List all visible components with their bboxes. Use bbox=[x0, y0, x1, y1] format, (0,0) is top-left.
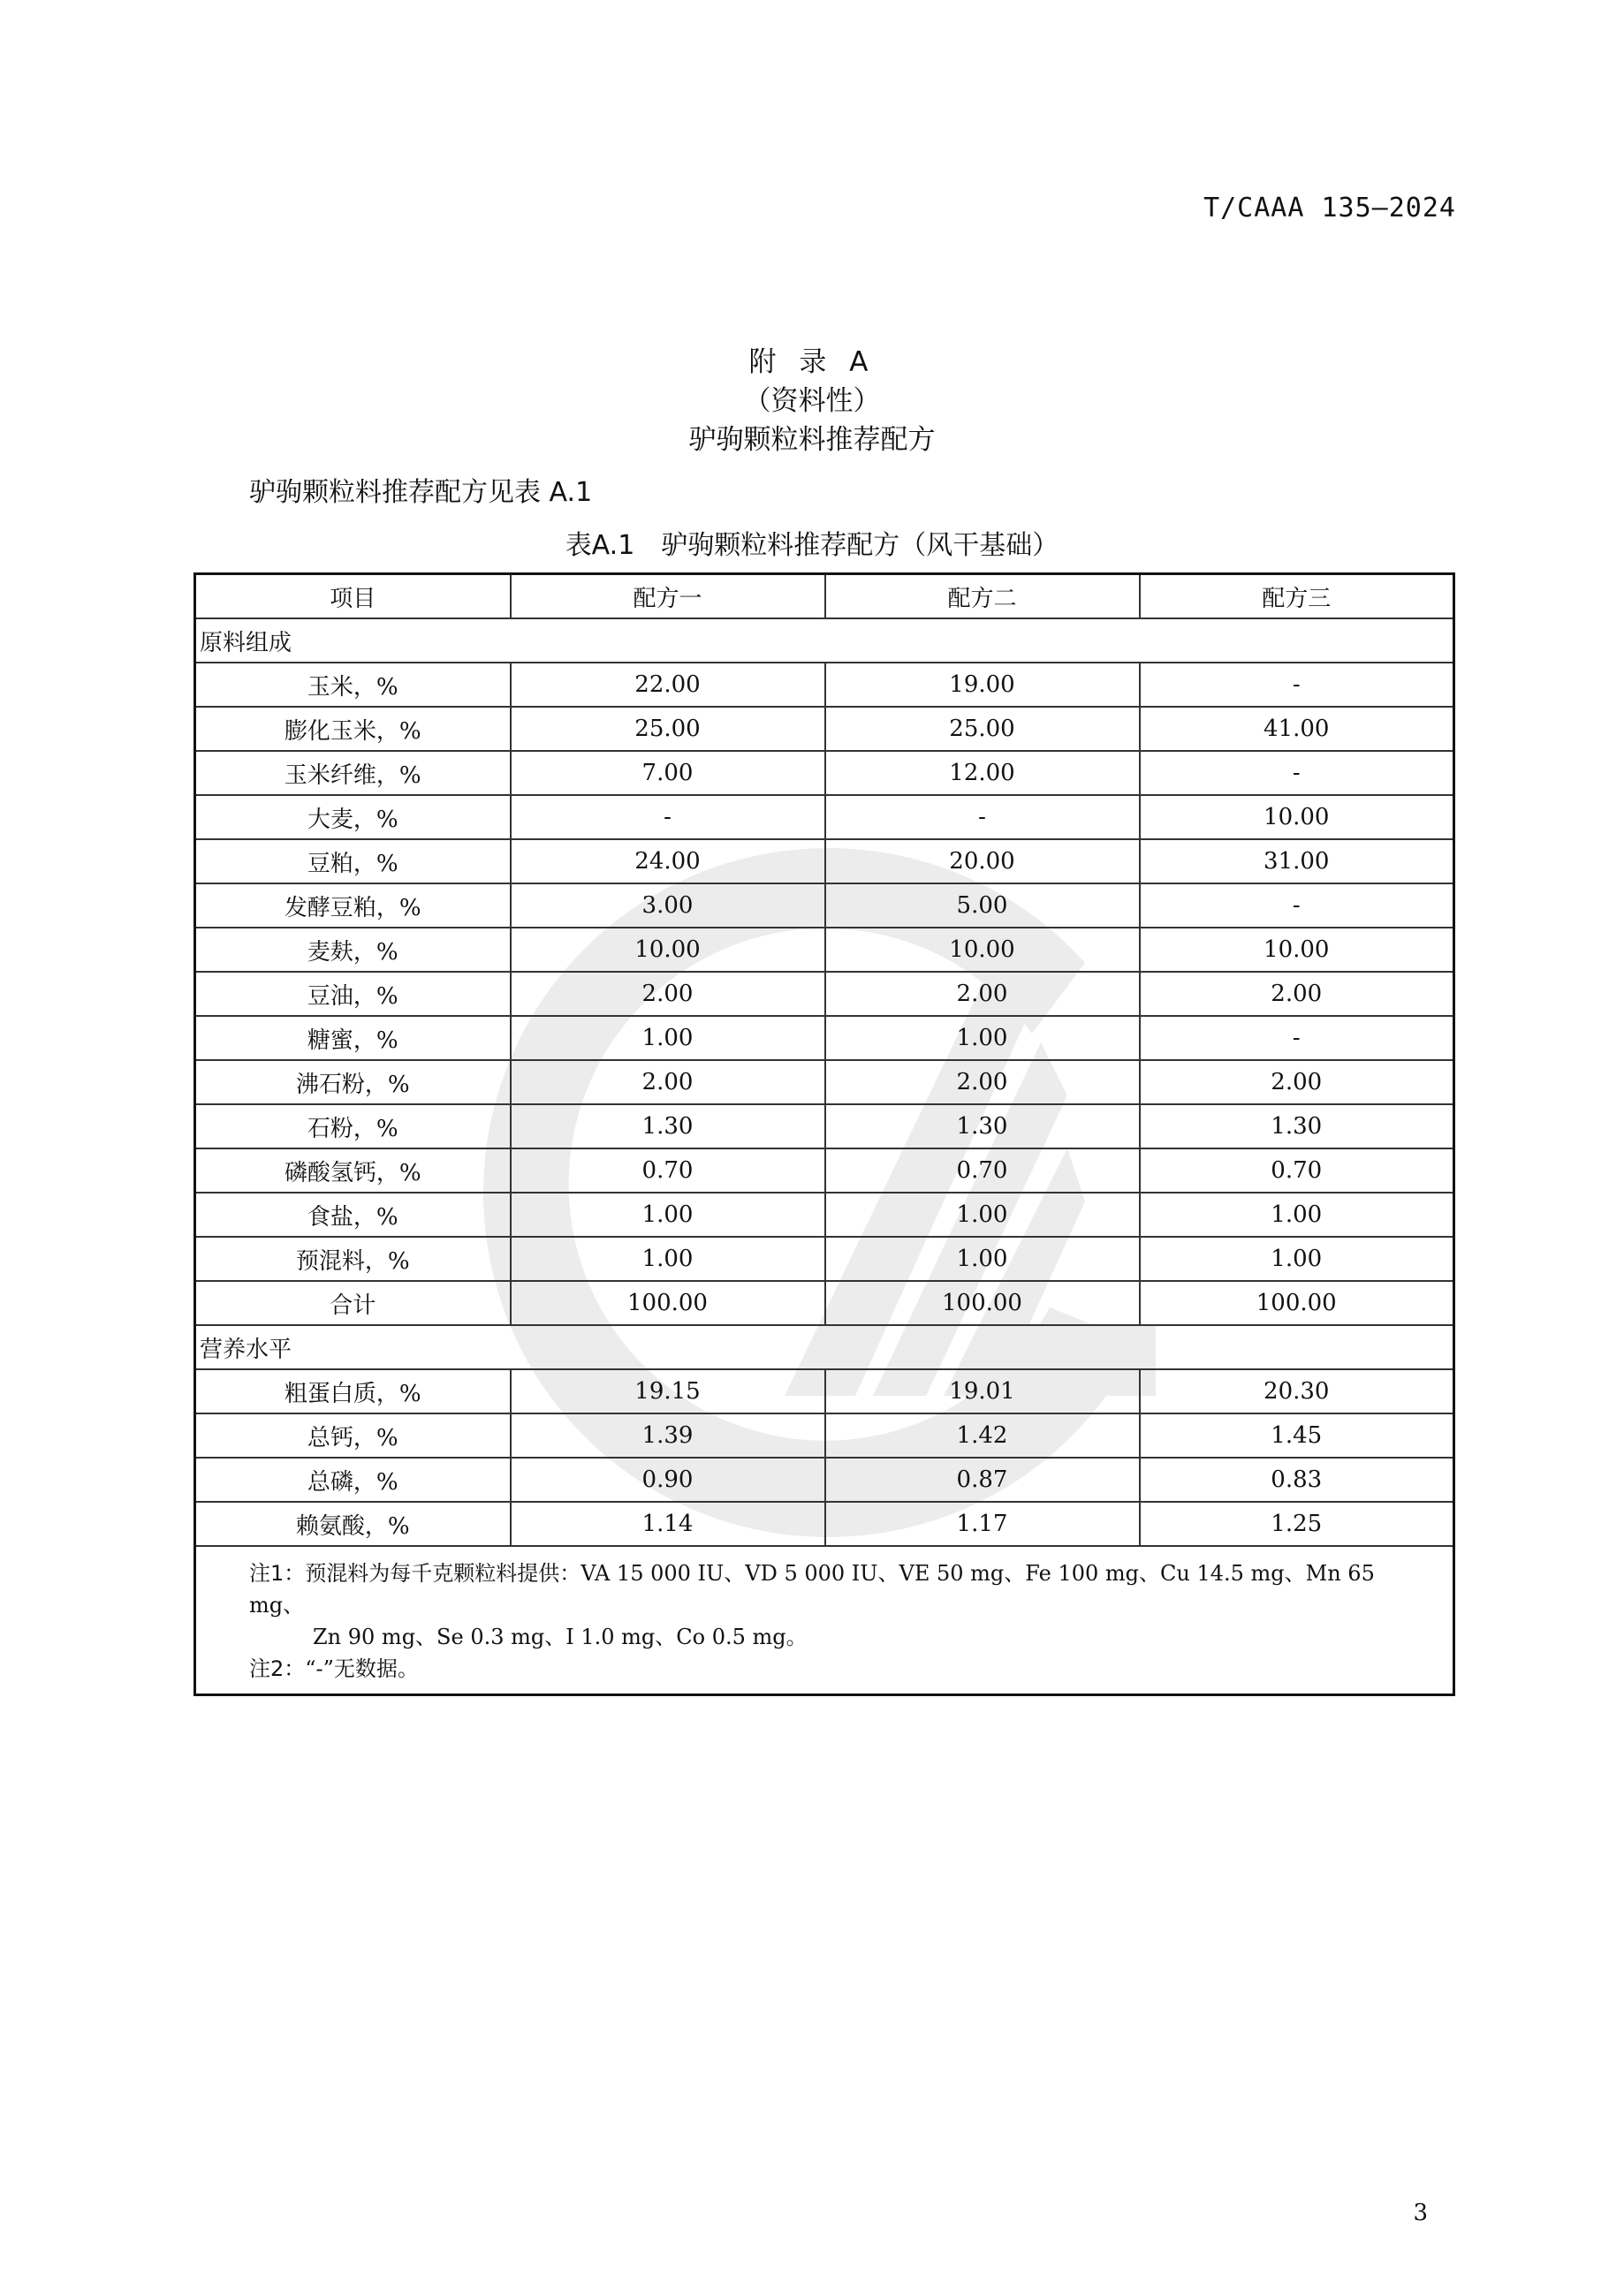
cell-formula-1: 3.00 bbox=[511, 883, 825, 928]
note-1-line-2: Zn 90 mg、Se 0.3 mg、I 1.0 mg、Co 0.5 mg。 bbox=[313, 1625, 808, 1649]
row-label: 总磷，% bbox=[195, 1458, 511, 1502]
cell-formula-3: 100.00 bbox=[1140, 1281, 1454, 1325]
table-row bbox=[195, 751, 1454, 795]
row-label: 磷酸氢钙，% bbox=[195, 1148, 511, 1193]
cell-formula-2: 12.00 bbox=[825, 751, 1140, 795]
row-label: 玉米，% bbox=[195, 663, 511, 707]
cell-formula-1: 1.00 bbox=[511, 1016, 825, 1060]
section-row-nutrition bbox=[195, 1325, 1454, 1369]
header-formula-1: 配方一 bbox=[511, 574, 825, 619]
intro-text: 驴驹颗粒料推荐配方见表 A.1 bbox=[249, 477, 593, 508]
row-label: 沸石粉，% bbox=[195, 1060, 511, 1104]
table-row bbox=[195, 1237, 1454, 1281]
table-row bbox=[195, 1104, 1454, 1148]
cell-formula-2: 1.00 bbox=[825, 1237, 1140, 1281]
note-2 bbox=[249, 1653, 1435, 1685]
row-label: 玉米纤维，% bbox=[195, 751, 511, 795]
cell-formula-2: 20.00 bbox=[825, 839, 1140, 883]
note-2-label: 注2： bbox=[249, 1656, 306, 1681]
appendix-subject: 驴驹颗粒料推荐配方 bbox=[688, 424, 936, 456]
cell-formula-2: 2.00 bbox=[825, 1060, 1140, 1104]
row-label: 麦麸，% bbox=[195, 928, 511, 972]
table-row bbox=[195, 663, 1454, 707]
standard-code: T/CAAA 135—2024 bbox=[1203, 193, 1456, 224]
row-label: 石粉，% bbox=[195, 1104, 511, 1148]
table-row bbox=[195, 1148, 1454, 1193]
table-row bbox=[195, 883, 1454, 928]
cell-formula-1: 19.15 bbox=[511, 1369, 825, 1413]
table-row bbox=[195, 1502, 1454, 1546]
cell-formula-2: 5.00 bbox=[825, 883, 1140, 928]
table-row bbox=[195, 928, 1454, 972]
cell-formula-3: 1.25 bbox=[1140, 1502, 1454, 1546]
row-label: 膨化玉米，% bbox=[195, 707, 511, 751]
cell-formula-1: 10.00 bbox=[511, 928, 825, 972]
cell-formula-3: - bbox=[1140, 663, 1454, 707]
table-notes bbox=[195, 1546, 1454, 1695]
cell-formula-2: 19.00 bbox=[825, 663, 1140, 707]
cell-formula-1: 1.00 bbox=[511, 1237, 825, 1281]
row-label: 豆油，% bbox=[195, 972, 511, 1016]
row-label: 大麦，% bbox=[195, 795, 511, 839]
table-row bbox=[195, 795, 1454, 839]
header-formula-2: 配方二 bbox=[825, 574, 1140, 619]
cell-formula-3: 1.00 bbox=[1140, 1237, 1454, 1281]
cell-formula-2: 100.00 bbox=[825, 1281, 1140, 1325]
cell-formula-3: 10.00 bbox=[1140, 795, 1454, 839]
row-label: 赖氨酸，% bbox=[195, 1502, 511, 1546]
note-1 bbox=[249, 1557, 1435, 1653]
header-item: 项目 bbox=[195, 574, 511, 619]
cell-formula-1: 22.00 bbox=[511, 663, 825, 707]
cell-formula-1: 2.00 bbox=[511, 1060, 825, 1104]
cell-formula-1: 100.00 bbox=[511, 1281, 825, 1325]
table-row bbox=[195, 1060, 1454, 1104]
cell-formula-1: 0.70 bbox=[511, 1148, 825, 1193]
cell-formula-1: 25.00 bbox=[511, 707, 825, 751]
cell-formula-2: 2.00 bbox=[825, 972, 1140, 1016]
note-1-label: 注1： bbox=[249, 1561, 306, 1586]
table-row bbox=[195, 1458, 1454, 1502]
cell-formula-2: 0.70 bbox=[825, 1148, 1140, 1193]
cell-formula-3: 41.00 bbox=[1140, 707, 1454, 751]
cell-formula-2: 19.01 bbox=[825, 1369, 1140, 1413]
cell-formula-1: 2.00 bbox=[511, 972, 825, 1016]
cell-formula-1: 7.00 bbox=[511, 751, 825, 795]
cell-formula-2: 25.00 bbox=[825, 707, 1140, 751]
table-row bbox=[195, 839, 1454, 883]
cell-formula-3: 20.30 bbox=[1140, 1369, 1454, 1413]
cell-formula-1: 1.14 bbox=[511, 1502, 825, 1546]
formula-table bbox=[194, 572, 1455, 1696]
header-formula-3: 配方三 bbox=[1140, 574, 1454, 619]
note-2-text: “-”无数据。 bbox=[305, 1656, 419, 1681]
cell-formula-1: - bbox=[511, 795, 825, 839]
cell-formula-3: 2.00 bbox=[1140, 972, 1454, 1016]
cell-formula-2: 1.17 bbox=[825, 1502, 1140, 1546]
appendix-title: 附 录 A bbox=[748, 346, 876, 378]
row-label: 食盐，% bbox=[195, 1193, 511, 1237]
cell-formula-1: 1.39 bbox=[511, 1413, 825, 1458]
cell-formula-3: - bbox=[1140, 883, 1454, 928]
cell-formula-3: 31.00 bbox=[1140, 839, 1454, 883]
row-label: 糖蜜，% bbox=[195, 1016, 511, 1060]
table-row bbox=[195, 1369, 1454, 1413]
row-label: 豆粕，% bbox=[195, 839, 511, 883]
cell-formula-1: 24.00 bbox=[511, 839, 825, 883]
cell-formula-3: 0.70 bbox=[1140, 1148, 1454, 1193]
row-label: 总钙，% bbox=[195, 1413, 511, 1458]
notes-row bbox=[195, 1546, 1454, 1695]
cell-formula-3: 1.45 bbox=[1140, 1413, 1454, 1458]
table-header-row bbox=[195, 574, 1454, 619]
section-row-ingredients bbox=[195, 618, 1454, 663]
row-label: 粗蛋白质，% bbox=[195, 1369, 511, 1413]
cell-formula-2: - bbox=[825, 795, 1140, 839]
row-label: 合计 bbox=[195, 1281, 511, 1325]
row-label: 预混料，% bbox=[195, 1237, 511, 1281]
cell-formula-2: 10.00 bbox=[825, 928, 1140, 972]
table-row bbox=[195, 1016, 1454, 1060]
table-row bbox=[195, 707, 1454, 751]
page-number: 3 bbox=[1413, 2200, 1428, 2226]
table-row bbox=[195, 972, 1454, 1016]
cell-formula-3: 1.00 bbox=[1140, 1193, 1454, 1237]
cell-formula-3: - bbox=[1140, 751, 1454, 795]
table-row bbox=[195, 1193, 1454, 1237]
cell-formula-2: 1.00 bbox=[825, 1193, 1140, 1237]
cell-formula-2: 1.42 bbox=[825, 1413, 1140, 1458]
section-ingredients: 原料组成 bbox=[195, 618, 1454, 663]
cell-formula-3: 1.30 bbox=[1140, 1104, 1454, 1148]
cell-formula-2: 1.30 bbox=[825, 1104, 1140, 1148]
cell-formula-3: 10.00 bbox=[1140, 928, 1454, 972]
table-caption: 表A.1 驴驹颗粒料推荐配方（风干基础） bbox=[565, 530, 1059, 561]
cell-formula-3: - bbox=[1140, 1016, 1454, 1060]
table-row bbox=[195, 1413, 1454, 1458]
cell-formula-2: 0.87 bbox=[825, 1458, 1140, 1502]
cell-formula-2: 1.00 bbox=[825, 1016, 1140, 1060]
note-1-line-1: 预混料为每千克颗粒料提供：VA 15 000 IU、VD 5 000 IU、VE 50 mg、Fe 100 mg、Cu 14.5 mg、Mn 65 mg、 bbox=[249, 1561, 1375, 1618]
cell-formula-1: 0.90 bbox=[511, 1458, 825, 1502]
cell-formula-1: 1.30 bbox=[511, 1104, 825, 1148]
section-nutrition: 营养水平 bbox=[195, 1325, 1454, 1369]
cell-formula-3: 2.00 bbox=[1140, 1060, 1454, 1104]
cell-formula-1: 1.00 bbox=[511, 1193, 825, 1237]
row-label: 发酵豆粕，% bbox=[195, 883, 511, 928]
table-row bbox=[195, 1281, 1454, 1325]
appendix-nature: （资料性） bbox=[743, 385, 881, 417]
cell-formula-3: 0.83 bbox=[1140, 1458, 1454, 1502]
